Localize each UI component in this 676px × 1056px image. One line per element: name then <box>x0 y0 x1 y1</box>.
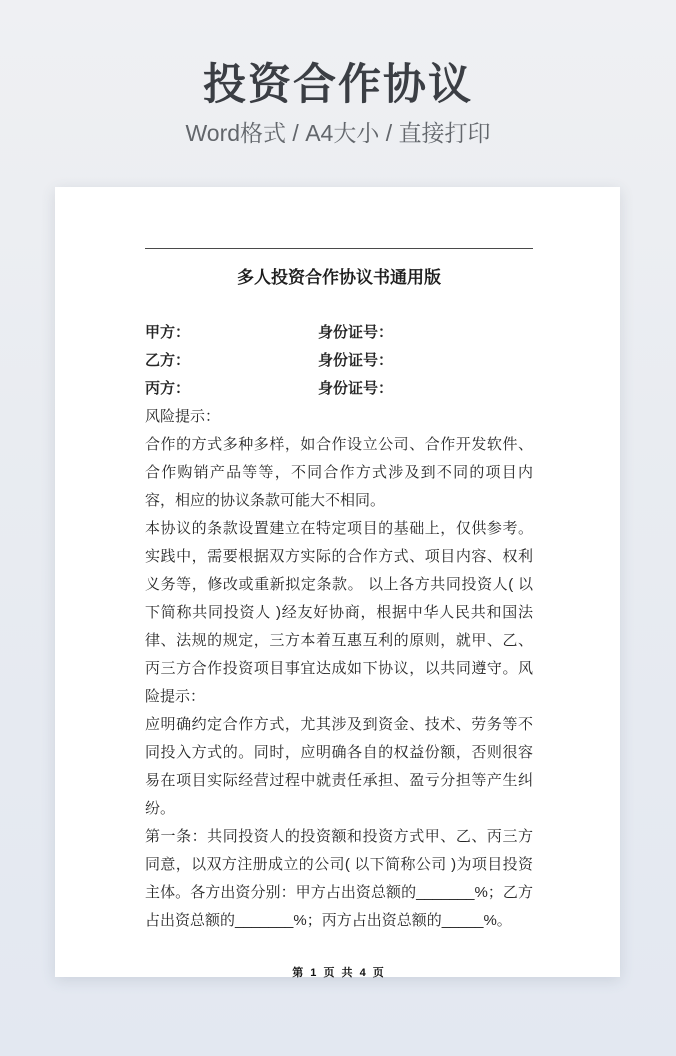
paragraph-risk-detail: 应明确约定合作方式，尤其涉及到资金、技术、劳务等不同投入方式的。同时，应明确各自的权益份额，否则很容易在项目实际经营过程中就责任承担、盈亏分担等产生纠纷。 <box>145 716 533 817</box>
document-title: 多人投资合作协议书通用版 <box>237 268 441 287</box>
paragraph-article-one: 第一条：共同投资人的投资额和投资方式甲、乙、丙三方同意，以双方注册成立的公司( 以下简称公司 )为项目投资主体。各方出资分别：甲方占出资总额的_______%；乙方占出资总额的_______%；丙方占出资总额的_____%。 <box>145 828 533 929</box>
party-id-label: 身份证号： <box>318 380 394 397</box>
paragraph-cooperation-forms: 合作的方式多种多样，如合作设立公司、合作开发软件、合作购销产品等等，不同合作方式涉及到不同的项目内容，相应的协议条款可能大不相同。 <box>145 436 533 509</box>
paragraph-terms-basis: 本协议的条款设置建立在特定项目的基础上，仅供参考。实践中，需要根据双方实际的合作方式、项目内容、权利义务等，修改或重新拟定条款。 以上各方共同投资人( 以下简称共同投资人 )经友好协商，根据中华人民共和国法律、法规的规定，三方本着互惠互利的原则，就甲、乙、丙三方合作投资项目事宜达成如下协议，以共同遵守。风险提示： <box>145 520 533 705</box>
page-subtitle: Word格式 / A4大小 / 直接打印 <box>185 120 491 146</box>
party-id-label: 身份证号： <box>318 324 394 341</box>
party-label: 乙方： <box>145 352 191 369</box>
party-label: 甲方： <box>145 324 191 341</box>
page-number: 第 1 页 共 4 页 <box>292 967 386 979</box>
party-id-label: 身份证号： <box>318 352 394 369</box>
party-row-yifang <box>145 347 533 375</box>
page-title: 投资合作协议 <box>203 61 473 109</box>
title-rule <box>145 248 533 249</box>
promo-header <box>0 0 676 147</box>
party-row-jiafang <box>145 319 533 347</box>
risk-note-heading: 风险提示： <box>145 408 221 425</box>
document-page <box>55 187 620 977</box>
party-label: 丙方： <box>145 380 191 397</box>
document-body <box>145 319 533 935</box>
party-row-bingfang <box>145 375 533 403</box>
